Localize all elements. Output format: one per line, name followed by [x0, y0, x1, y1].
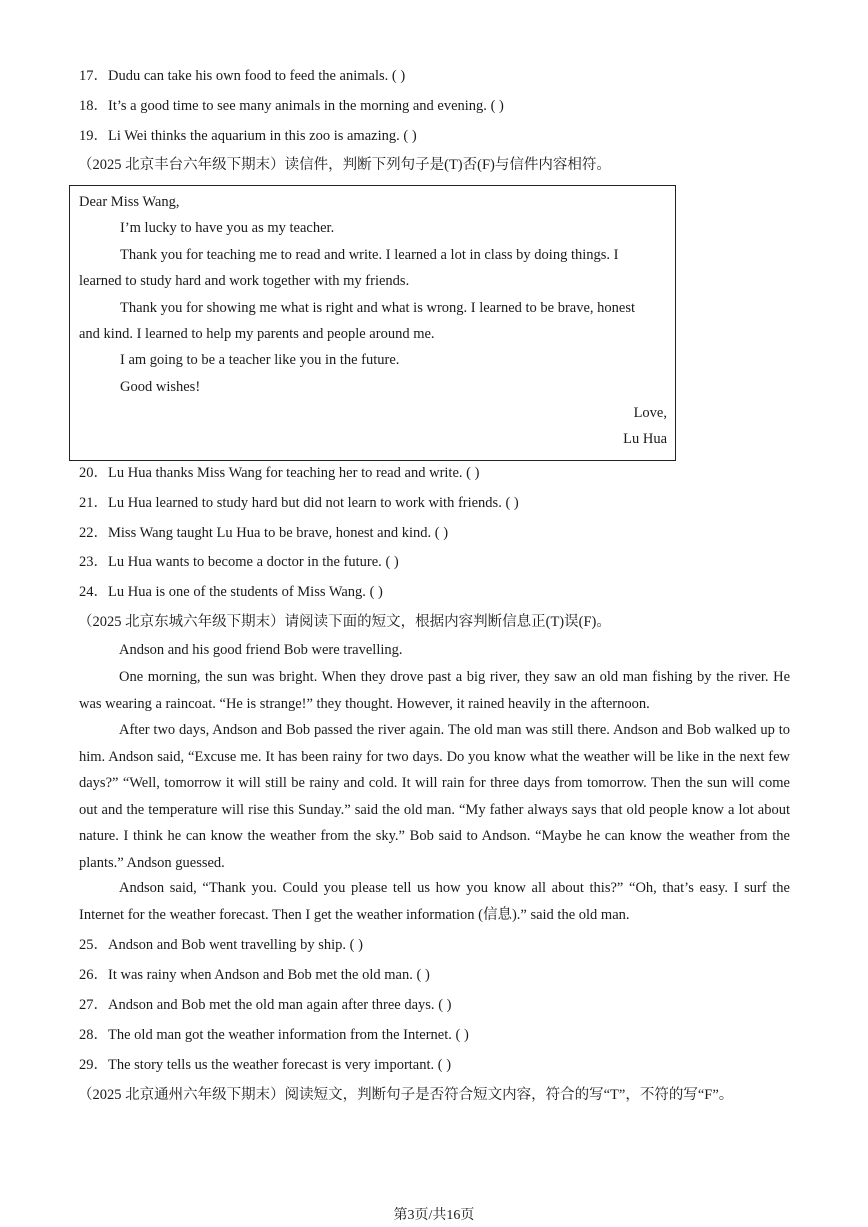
- story-paragraph-3: [79, 717, 790, 876]
- question-17: [79, 66, 405, 86]
- answer-blank[interactable]: ( ): [466, 465, 480, 481]
- answer-blank[interactable]: ( ): [434, 525, 449, 541]
- answer-blank[interactable]: ( ): [490, 98, 504, 114]
- story-paragraph-1: [79, 637, 790, 664]
- question-text: Miss Wang taught Lu Hua to be brave, honest and kind.: [108, 525, 432, 541]
- question-21: [79, 493, 519, 513]
- question-text: The old man got the weather information from the Internet.: [108, 1027, 452, 1043]
- answer-blank[interactable]: ( ): [391, 68, 406, 84]
- question-25: [79, 935, 363, 955]
- question-text: Lu Hua wants to become a doctor in the future.: [108, 554, 382, 570]
- section-header-fengtai: （2025 北京丰台六年级下期末）读信件，判断下列句子是(T)否(F)与信件内容相符。: [78, 157, 611, 173]
- answer-blank[interactable]: ( ): [385, 554, 399, 570]
- question-text: The story tells us the weather forecast is very important.: [108, 1057, 435, 1073]
- question-text: Lu Hua thanks Miss Wang for teaching her to read and write.: [108, 465, 463, 481]
- question-24: [79, 582, 383, 602]
- letter-signature: Lu Hua: [623, 431, 667, 447]
- letter-paragraph: Thank you for showing me what is right and what is wrong. I learned to be brave, honest: [120, 300, 636, 316]
- question-text: Andson and Bob went travelling by ship.: [108, 937, 347, 953]
- story-text: Andson and his good friend Bob were travelling.: [119, 642, 403, 658]
- question-number: 20．: [79, 465, 108, 481]
- answer-blank[interactable]: ( ): [403, 128, 417, 144]
- question-18: [79, 96, 504, 116]
- question-text: Lu Hua learned to study hard but did not learn to work with friends.: [108, 495, 502, 511]
- letter-paragraph: Good wishes!: [120, 379, 201, 395]
- question-28: [79, 1025, 469, 1045]
- question-27: [79, 995, 451, 1015]
- answer-blank[interactable]: ( ): [349, 937, 363, 953]
- question-number: 29．: [79, 1057, 108, 1073]
- question-number: 23．: [79, 554, 108, 570]
- section-header-tongzhou: （2025 北京通州六年级下期末）阅读短文，判断句子是否符合短文内容，符合的写“T”，不符的写“F”。: [78, 1087, 734, 1103]
- question-number: 26．: [79, 967, 108, 983]
- question-number: 27．: [79, 997, 108, 1013]
- section-header-dongcheng: （2025 北京东城六年级下期末）请阅读下面的短文，根据内容判断信息正(T)误(F)。: [78, 614, 611, 630]
- story-text: One morning, the sun was bright. When they drove past a big river, they saw an old man fishing by the river. He was wearing a raincoat. “He is strange!” they thought. However, it rained heavily in the afternoon.: [79, 669, 790, 712]
- question-number: 19．: [79, 128, 108, 144]
- question-text: Lu Hua is one of the students of Miss Wang.: [108, 584, 366, 600]
- question-text: It’s a good time to see many animals in the morning and evening.: [108, 98, 487, 114]
- answer-blank[interactable]: ( ): [438, 997, 452, 1013]
- question-number: 21．: [79, 495, 108, 511]
- letter-closing: Love,: [633, 405, 667, 421]
- letter-box: [69, 185, 676, 461]
- story-text: Andson said, “Thank you. Could you please tell us how you know all about this?” “Oh, that’s easy. I surf the Internet for the weather forecast. Then I get the weather information (信息).” said the old man.: [79, 880, 790, 923]
- letter-paragraph: learned to study hard and work together with my friends.: [79, 273, 410, 289]
- letter-paragraph: and kind. I learned to help my parents and people around me.: [79, 326, 435, 342]
- letter-paragraph: I’m lucky to have you as my teacher.: [120, 220, 335, 236]
- story-text: After two days, Andson and Bob passed the river again. The old man was still there. Andson and Bob walked up to him. Andson said, “Excuse me. It has been rainy for two days. Do you know what the weather will be like in the next few days?” “Well, tomorrow it will still be rainy and cold. It will rain for three days from tomorrow. Then the sun will come out and the temperature will rise this Sunday.” said the old man. “My father always says that old people know a lot about nature. I think he can know the weather from the sky.” Bob said to Andson. “Maybe he can know the weather from the plants.” Andson guessed.: [79, 722, 790, 871]
- story-paragraph-2: [79, 664, 790, 717]
- letter-greeting: Dear Miss Wang,: [79, 194, 180, 210]
- answer-blank[interactable]: ( ): [416, 967, 430, 983]
- story-paragraph-4: [79, 875, 790, 928]
- letter-paragraph: I am going to be a teacher like you in the future.: [120, 352, 400, 368]
- question-number: 18．: [79, 98, 108, 114]
- answer-blank[interactable]: ( ): [455, 1027, 469, 1043]
- question-text: Dudu can take his own food to feed the animals.: [108, 68, 389, 84]
- question-number: 25．: [79, 937, 108, 953]
- question-text: It was rainy when Andson and Bob met the old man.: [108, 967, 413, 983]
- question-number: 17．: [79, 68, 108, 84]
- question-22: [79, 523, 448, 543]
- question-29: [79, 1055, 451, 1075]
- letter-paragraph: Thank you for teaching me to read and write. I learned a lot in class by doing things. I: [120, 247, 619, 263]
- answer-blank[interactable]: ( ): [369, 584, 383, 600]
- question-text: Li Wei thinks the aquarium in this zoo is amazing.: [108, 128, 400, 144]
- question-text: Andson and Bob met the old man again after three days.: [108, 997, 435, 1013]
- question-23: [79, 552, 399, 572]
- question-20: [79, 463, 479, 483]
- question-number: 28．: [79, 1027, 108, 1043]
- question-26: [79, 965, 430, 985]
- answer-blank[interactable]: ( ): [505, 495, 519, 511]
- answer-blank[interactable]: ( ): [437, 1057, 452, 1073]
- question-19: [79, 126, 417, 146]
- question-number: 24．: [79, 584, 108, 600]
- page-number: 第3页/共16页: [393, 1208, 475, 1223]
- question-number: 22．: [79, 525, 108, 541]
